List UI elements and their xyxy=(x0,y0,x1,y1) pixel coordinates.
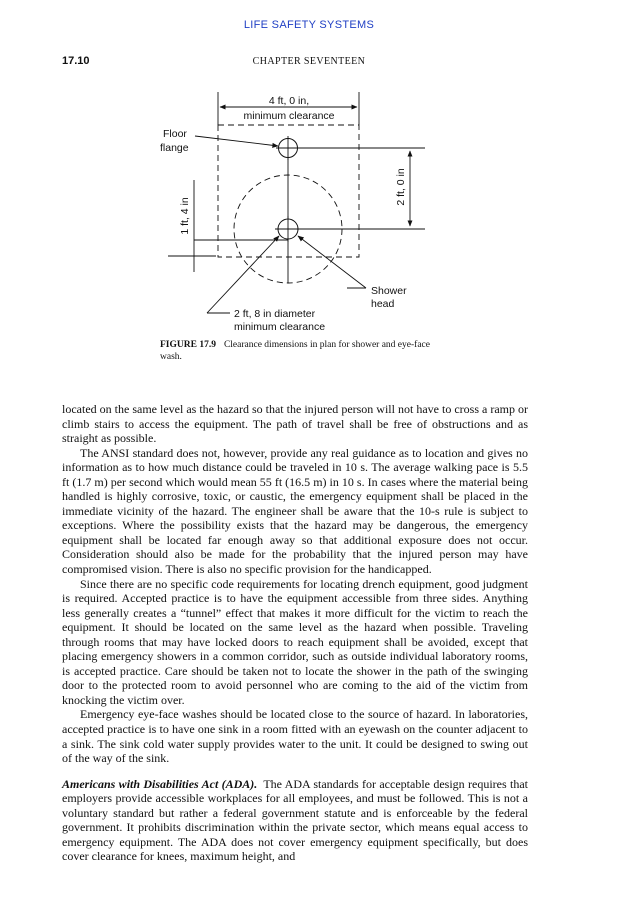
paragraph: The ANSI standard does not, however, provide any real guidance as to location and gives no information as to how much distance could be traveled in 10 s. The average walking pace is 5.5 ft (1.7 m) per second which would mean 55 ft (16.5 m) in 10 s. In cases where the material being handled is highly corrosive, toxic, or caustic, the emergency equipment shall be placed in the immediate vicinity of the hazard. The engineer shall be aware that the 10-s rule is subject to exceptions. Where the possibility exists that the hazard may be dangerous, the emergency equipment shall be located far enough away so that additional exposure does not occur. Consideration should also be made for the probability that the injured person may have compromised vision. There is also no specific provision for the handicapped. xyxy=(62,445,528,577)
ada-paragraph xyxy=(62,777,528,864)
shower-head-sublabel: head xyxy=(371,298,395,310)
shower-head-label: Shower xyxy=(371,285,407,297)
width-dimension-sublabel: minimum clearance xyxy=(243,110,335,122)
floor-flange-sublabel: flange xyxy=(160,142,189,154)
figure-caption-text: Clearance dimensions in plan for shower and eye-face wash. xyxy=(160,340,430,362)
ada-paragraph-text: The ADA standards for acceptable design requires that employers provide accessible workplaces for all employees, and must be followed. This is not a voluntary standard but rather a federal government statute and is enforceable by the federal government. It prohibits discrimination within the private sector, which means equal access to emergency equipment. The ADA does not cover emergency equipment specifically, but does cover clearance for knees, maximum height, and xyxy=(62,776,529,864)
clearance-figure xyxy=(0,0,618,340)
diameter-label: 2 ft, 8 in diameter xyxy=(234,308,316,320)
body-text xyxy=(62,402,528,864)
width-dimension-label: 4 ft, 0 in, xyxy=(268,95,310,107)
paragraph: Since there are no specific code requirements for locating drench equipment, good judgment is required. Accepted practice is to have the equipment accessible from three sides. Anything less generally creates a “tunnel” effect that makes it more difficult for the victim to reach the equipment. It should be located on the same level as the hazard when possible. Traveling through rooms that may have locked doors to reach equipment shall be avoided, except that placing emergency showers in a common corridor, such as outside individual laboratory rooms, is accepted practice. Care should be taken not to locate the shower in the path of the swinging door to the protected room to avoid personnel who are coming to the aid of the victim from knocking the victim over. xyxy=(62,576,528,707)
floor-flange-label: Floor xyxy=(163,128,187,140)
height-dimension-label: 2 ft, 0 in xyxy=(395,168,407,206)
paragraph: Emergency eye-face washes should be located close to the source of hazard. In laboratories, accepted practice is to have one sink in a room fitted with an eyewash on the counter adjacent to a sink. The sink cold water supply provides water to the unit. It could be designed to swing out of the way of the sink. xyxy=(62,707,528,766)
floor-flange-leader xyxy=(195,136,278,146)
figure-number: FIGURE 17.9 xyxy=(160,340,216,350)
running-head: LIFE SAFETY SYSTEMS xyxy=(243,19,375,31)
ada-heading: Americans with Disabilities Act (ADA). xyxy=(62,776,258,791)
paragraph: located on the same level as the hazard so that the injured person will not have to cross a ramp or climb stairs to access the equipment. The path of travel shall be free of obstructions and as straight as possible. xyxy=(62,402,528,446)
offset-dimension-label: 1 ft, 4 in xyxy=(179,197,191,235)
figure-caption xyxy=(160,339,450,363)
shower-head-leader xyxy=(298,236,366,288)
page-number: 17.10 xyxy=(62,55,90,67)
diameter-sublabel: minimum clearance xyxy=(234,321,326,333)
chapter-title: CHAPTER SEVENTEEN xyxy=(252,56,366,67)
